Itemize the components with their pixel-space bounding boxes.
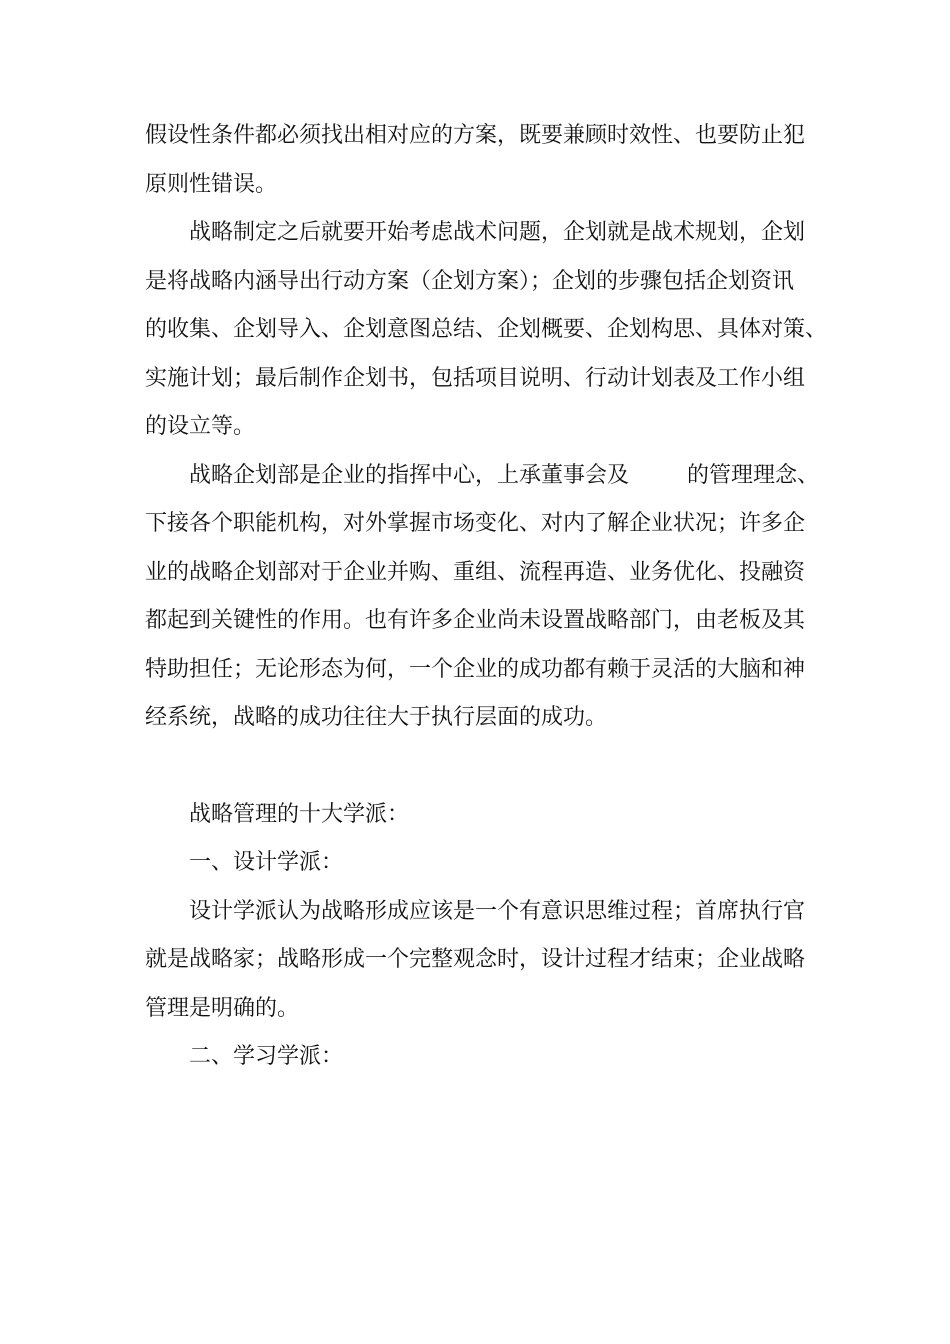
text-line: 假设性条件都必须找出相对应的方案，既要兼顾时效性、也要防止犯 (145, 123, 806, 148)
paragraph-strategy-department (145, 452, 820, 743)
text-line: 特助担任；无论形态为何，一个企业的成功都有赖于灵活的大脑和神 (145, 656, 806, 682)
text-segment: 战略企划部是企业的指挥中心，上承董事会及 (189, 462, 630, 488)
paragraph-design-school (145, 888, 810, 1034)
text-line: 实施计划；最后制作企划书，包括项目说明、行动计划表及工作小组 (145, 365, 806, 391)
heading-text: 一、设计学派： (189, 850, 344, 875)
text-line (145, 452, 820, 501)
text-segment: 的管理理念、 (687, 462, 820, 488)
subheading-learning-school (145, 1033, 810, 1082)
paragraph-continuation (145, 112, 810, 209)
text-line: 业的战略企划部对于企业并购、重组、流程再造、业务优化、投融资 (145, 559, 806, 585)
section-heading (145, 791, 810, 840)
heading-text: 二、学习学派： (189, 1044, 344, 1069)
subheading-design-school (145, 839, 810, 888)
document-body (145, 112, 828, 1082)
text-line: 的收集、企划导入、企划意图总结、企划概要、企划构思、具体对策、 (145, 317, 828, 342)
paragraph-tactics (145, 209, 828, 452)
text-line: 的设立等。 (145, 414, 256, 439)
text-line: 都起到关键性的作用。也有许多企业尚未设置战略部门，由老板及其 (145, 608, 806, 633)
text-line: 下接各个职能机构，对外掌握市场变化、对内了解企业状况；许多企 (145, 511, 806, 536)
text-line: 是将战略内涵导出行动方案（企划方案）；企划的步骤包括企划资讯 (145, 268, 795, 294)
text-line: 管理是明确的。 (145, 995, 300, 1021)
text-line: 战略制定之后就要开始考虑战术问题，企划就是战术规划，企划 (189, 220, 806, 245)
text-line: 设计学派认为战略形成应该是一个有意识思维过程；首席执行官 (189, 898, 806, 924)
text-line: 就是战略家；战略形成一个完整观念时，设计过程才结束；企业战略 (145, 947, 806, 972)
text-line: 经系统，战略的成功往往大于执行层面的成功。 (145, 705, 608, 730)
heading-text: 战略管理的十大学派： (189, 801, 410, 827)
text-line: 原则性错误。 (145, 171, 278, 197)
